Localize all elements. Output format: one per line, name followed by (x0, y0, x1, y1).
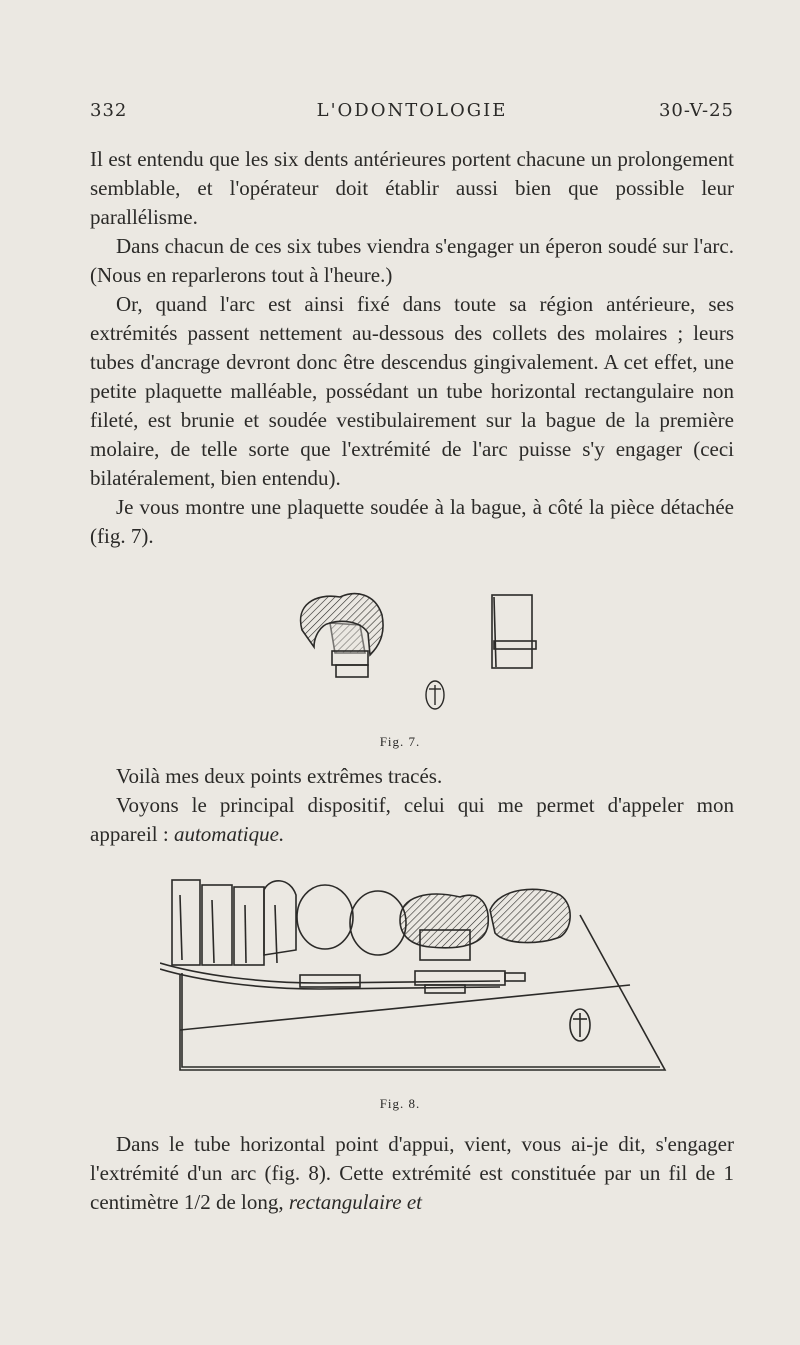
publisher-mark-icon (426, 681, 444, 709)
paragraph-3: Or, quand l'arc est ainsi fixé dans toute sa région antérieure, ses extrémités passent nettement au-dessous des collets des molaires ; leurs tubes d'ancrage devront donc être descendus gingivalement. A cet effet, une petite plaquette malléable, possédant un tube horizontal rectangulaire non fileté, est brunie et soudée vestibulairement sur la bague de la première molaire, de telle sorte que l'extrémité de l'arc puisse s'y engager (ceci bilatéralement, bien entendu). (90, 292, 734, 490)
paragraph-6-italic: automatique. (173, 822, 285, 846)
issue-date: 30-V-25 (658, 100, 734, 121)
detached-plate (492, 595, 536, 668)
journal-title: L'ODONTOLOGIE (316, 100, 508, 121)
paragraph-6-text: Voyons le principal dispositif, celui qui me permet d'appeler mon appareil : (90, 793, 734, 846)
paragraph-7-text: Dans le tube horizontal point d'appui, vient, vous ai-je dit, s'engager l'extrémité d'un arc (fig. 8). Cette extrémité est constituée par un fil de 1 centimètre 1/2 de long, (90, 1132, 734, 1214)
paragraph-5: Voilà mes deux points extrêmes tracés. (116, 764, 443, 788)
figure-7-drawing (290, 585, 550, 730)
page-number: 332 (90, 100, 128, 121)
running-header (90, 100, 734, 130)
figure-7-caption: Fig. 7. (379, 734, 421, 749)
premolar-teeth (297, 885, 406, 955)
paragraph-6 (90, 791, 734, 849)
paragraph-7-italic: rectangulaire et (288, 1190, 423, 1214)
figure-8-drawing (160, 875, 670, 1085)
paragraph-1: Il est entendu que les six dents antérieures portent chacune un prolongement semblable, et l'opérateur doit établir aussi bien que possible leur parallélisme. (90, 147, 734, 229)
arch-wire (160, 963, 525, 993)
paragraph-4: Je vous montre une plaquette soudée à la bague, à côté la pièce détachée (fig. 7). (90, 495, 734, 548)
publisher-mark-icon-2 (570, 1009, 590, 1041)
incisor-teeth (172, 880, 296, 965)
paragraph-2: Dans chacun de ces six tubes viendra s'engager un éperon soudé sur l'arc. (Nous en reparlerons tout à l'heure.) (90, 234, 734, 287)
body-text-middle (90, 762, 734, 849)
paragraph-7 (90, 1130, 734, 1217)
molar-teeth (400, 889, 570, 960)
figure-8-caption: Fig. 8. (379, 1096, 421, 1111)
body-text-top (90, 145, 734, 551)
body-text-bottom (90, 1130, 734, 1217)
molar-band-plate (301, 594, 383, 677)
